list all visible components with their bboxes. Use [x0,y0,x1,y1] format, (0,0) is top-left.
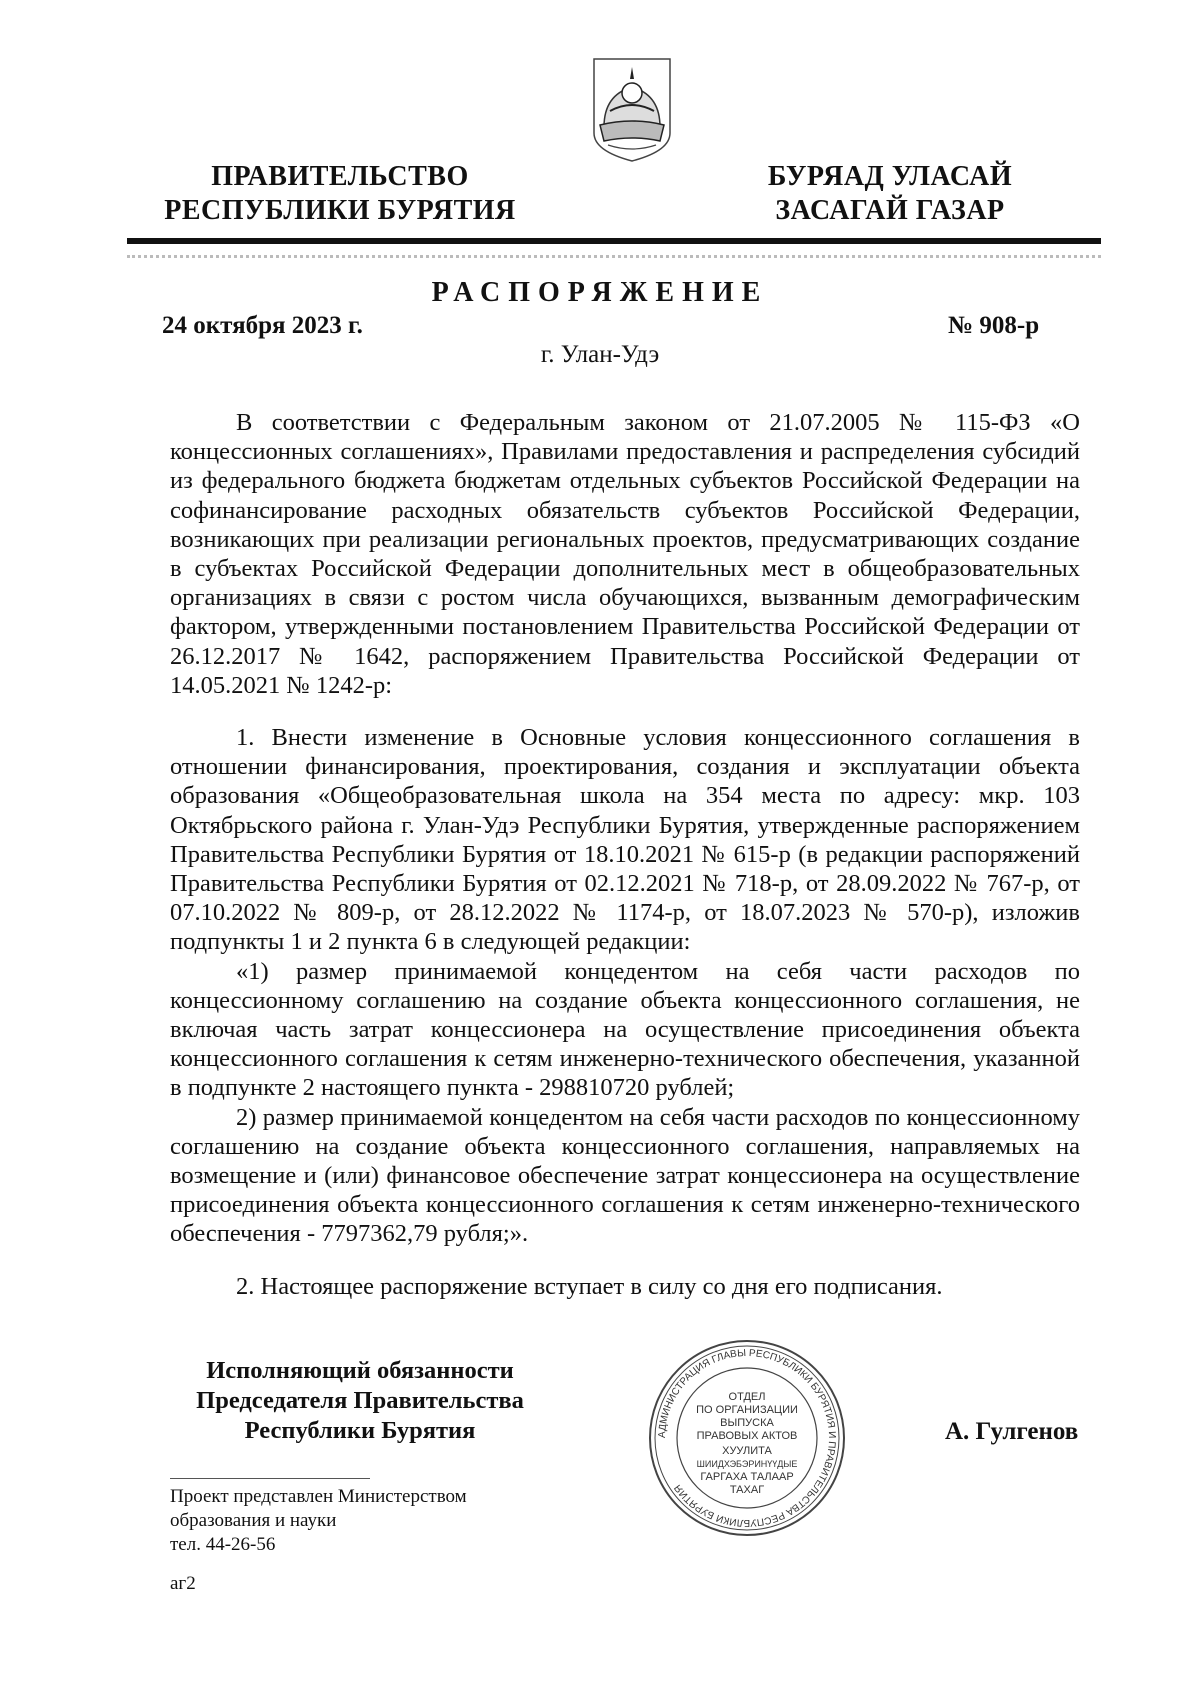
stamp-line-1: ОТДЕЛ [728,1391,766,1403]
header-right-line1: БУРЯАД УЛАСАЙ [767,161,1013,192]
header-rule [127,238,1101,244]
doc-number: № 908-р [948,312,1040,339]
signatory-name: А. Гулгенов [945,1418,1079,1445]
footer-note-line1: Проект представлен Министерством [170,1486,467,1507]
doc-city: г. Улан-Удэ [540,341,660,368]
header-left [150,160,530,228]
stamp-line-4: ПРАВОВЫХ АКТОВ [696,1430,798,1442]
stamp-line-3: ВЫПУСКА [720,1417,774,1429]
header-right-line2: ЗАСАГАЙ ГАЗАР [775,195,1005,226]
document-body [170,408,1080,1301]
header-right [740,160,1040,228]
header-left-line2: РЕСПУБЛИКИ БУРЯТИЯ [164,195,516,226]
header-left-line1: ПРАВИТЕЛЬСТВО [211,161,469,192]
signature-title-line1: Исполняющий обязанности [206,1357,514,1384]
doc-date: 24 октября 2023 г. [162,312,363,339]
signature-title-line3: Республики Бурятия [244,1417,476,1444]
stamp-line-6: ШИИДХЭБЭРИНҮҮДЫЕ [696,1459,798,1469]
doc-title: РАСПОРЯЖЕНИЕ [431,277,769,308]
footer-note-line3: тел. 44-26-56 [170,1534,276,1555]
signature-title [170,1356,550,1446]
item-1-paragraph: 1. Внести изменение в Основные условия концессионного соглашения в отношении финансирования, проектирования, создания и эксплуатации объекта образования «Общеобразовательная школа на 354 места по адресу: мкр. 103 Октябрьского района г. Улан-Удэ Республики Бурятия, утвержденные распоряжением Правительства Республики Бурятия от 18.10.2021 № 615-р (в редакции распоряжений Правительства Республики Бурятия от 02.12.2021 № 718-р, от 28.09.2022 № 767-р, от 07.10.2022 № 809-р, от 28.12.2022 № 1174-р, от 18.07.2023 № 570-р), изложив подпункты 1 и 2 пункта 6 в следующей редакции: [170,724,1080,956]
stamp-line-2: ПО ОРГАНИЗАЦИИ [696,1404,798,1416]
stamp-line-8: ТАХАГ [729,1484,765,1496]
signature-title-line2: Председателя Правительства [196,1387,524,1414]
footer-note-line2: образования и науки [170,1510,337,1531]
footer-code: аг2 [170,1573,196,1594]
official-stamp [647,1338,847,1538]
header-dotted-rule [127,255,1101,258]
stamp-line-5: ХУУЛИТА [722,1445,772,1457]
stamp-ring-text: АДМИНИСТРАЦИЯ ГЛАВЫ РЕСПУБЛИКИ БУРЯТИЯ И ПРАВИТЕЛЬСТВА РЕСПУБЛИКИ БУРЯТИЯ [656,1347,838,1529]
preamble-paragraph: В соответствии с Федеральным законом от 21.07.2005 № 115-ФЗ «О концессионных соглашениях», Правилами предоставления и распределения субсидий из федерального бюджета бюджетам отдельных субъектов Российской Федерации на софинансирование расходных обязательств субъектов Российской Федерации, возникающих при реализации региональных проектов, предусматривающих создание в субъектах Российской Федерации дополнительных мест в общеобразовательных организациях в связи с ростом числа обучающихся, вызванным демографическим фактором, утвержденными постановлением Правительства Российской Федерации от 26.12.2017 № 1642, распоряжением Правительства Российской Федерации от 14.05.2021 № 1242-р: [170,409,1080,699]
footer-rule [170,1478,370,1479]
coat-of-arms-icon [590,55,674,165]
footer-note [170,1485,467,1557]
item-2-paragraph: 2. Настоящее распоряжение вступает в силу со дня его подписания. [236,1272,943,1300]
subitem-1-paragraph: «1) размер принимаемой концедентом на себя части расходов по концессионному соглашению на создание объекта концессионного соглашения, не включая часть затрат концессионера на осуществление присоединения объекта концессионного соглашения к сетям инженерно-технического обеспечения, указанной в подпункте 2 настоящего пункта - 298810720 рублей; [170,957,1080,1102]
stamp-line-7: ГАРГАХА ТАЛААР [700,1471,794,1483]
subitem-2-paragraph: 2) размер принимаемой концедентом на себя части расходов по концессионному соглашению на создание объекта концессионного соглашения, направляемых на возмещение и (или) финансовое обеспечение затрат концессионера на осуществление присоединения объекта концессионного соглашения к сетям инженерно-технического обеспечения - 7797362,79 рубля;». [170,1103,1080,1248]
